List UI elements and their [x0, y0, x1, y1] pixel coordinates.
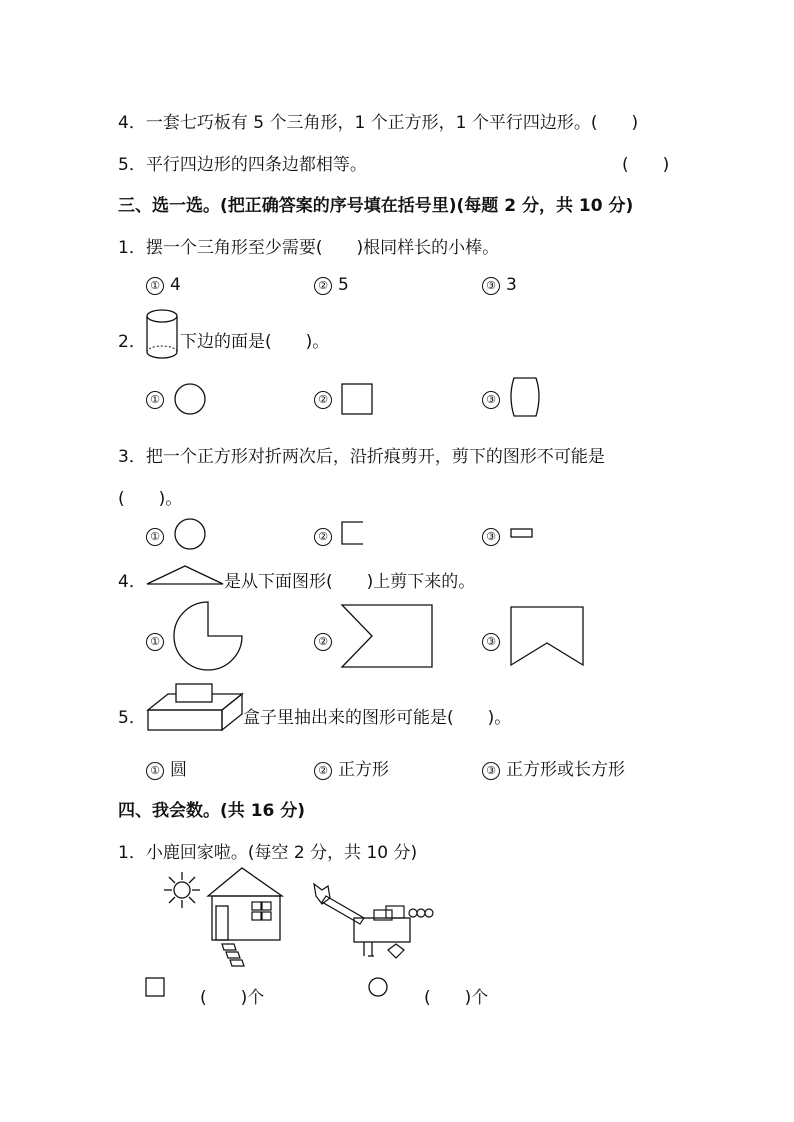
q2-option-2-mark[interactable]: ② [314, 389, 338, 409]
box-figure [146, 682, 246, 734]
circle-count-blank[interactable]: ( )个 [424, 988, 489, 1008]
q1-stem: 1．摆一个三角形至少需要( )根同样长的小棒。 [118, 238, 500, 258]
square-count-blank[interactable]: ( )个 [200, 988, 265, 1008]
q2-stem: 下边的面是( )。 [180, 332, 330, 352]
q3-option-1-mark[interactable]: ① [146, 526, 170, 546]
tf-item-5: 5．平行四边形的四条边都相等。 [118, 155, 367, 175]
notched-flag-shape[interactable] [340, 603, 436, 669]
q5-option-2[interactable]: ② 正方形 [314, 755, 389, 780]
house-figure [206, 866, 288, 976]
q3-option-3-mark[interactable]: ③ [482, 526, 506, 546]
q4-option-3-mark[interactable]: ③ [482, 631, 506, 651]
q4-stem: 是从下面图形( )上剪下来的。 [224, 572, 476, 592]
sun-icon [162, 870, 202, 910]
cylinder-figure [145, 308, 181, 362]
q3-option-2-mark[interactable]: ② [314, 526, 338, 546]
open-square-shape[interactable] [341, 521, 367, 547]
q5-option-3[interactable]: ③ 正方形或长方形 [482, 755, 625, 780]
circle-count-icon [368, 977, 390, 999]
tf-item-5-paren[interactable]: ( ) [622, 155, 670, 175]
square-count-icon [145, 977, 167, 999]
q4-number: 4． [118, 572, 146, 592]
q2-option-3-mark[interactable]: ③ [482, 389, 506, 409]
q5-option-1[interactable]: ① 圆 [146, 755, 187, 780]
q4-option-2-mark[interactable]: ② [314, 631, 338, 651]
q3-stem-paren: ( )。 [118, 489, 183, 509]
q3-stem: 3．把一个正方形对折两次后，沿折痕剪开，剪下的图形不可能是 [118, 447, 605, 467]
section-3-title: 三、选一选。(把正确答案的序号填在括号里)(每题 2 分，共 10 分) [118, 196, 634, 216]
banner-shape[interactable] [509, 605, 587, 667]
q1-option-1[interactable]: ① 4 [146, 275, 181, 295]
q5-stem: 盒子里抽出来的图形可能是( )。 [243, 708, 512, 728]
q5-number: 5． [118, 708, 146, 728]
deer-figure [312, 882, 436, 962]
q1-option-3[interactable]: ③ 3 [482, 275, 517, 295]
section-4-title: 四、我会数。(共 16 分) [118, 801, 306, 821]
pie-cut-shape[interactable] [172, 600, 244, 672]
q2-option-1-mark[interactable]: ① [146, 389, 170, 409]
q4-option-1-mark[interactable]: ① [146, 631, 170, 651]
circle-shape[interactable] [173, 517, 207, 551]
q2-number: 2． [118, 332, 146, 352]
square-shape[interactable] [341, 383, 375, 417]
cylinder-side-shape[interactable] [508, 376, 544, 420]
triangle-figure [146, 564, 226, 586]
thin-rectangle-shape[interactable] [510, 528, 534, 540]
tf-item-4: 4．一套七巧板有 5 个三角形，1 个正方形，1 个平行四边形。( ) [118, 113, 639, 133]
q1-option-2[interactable]: ② 5 [314, 275, 349, 295]
q41-stem: 1．小鹿回家啦。(每空 2 分，共 10 分) [118, 843, 418, 863]
circle-shape[interactable] [173, 382, 207, 416]
